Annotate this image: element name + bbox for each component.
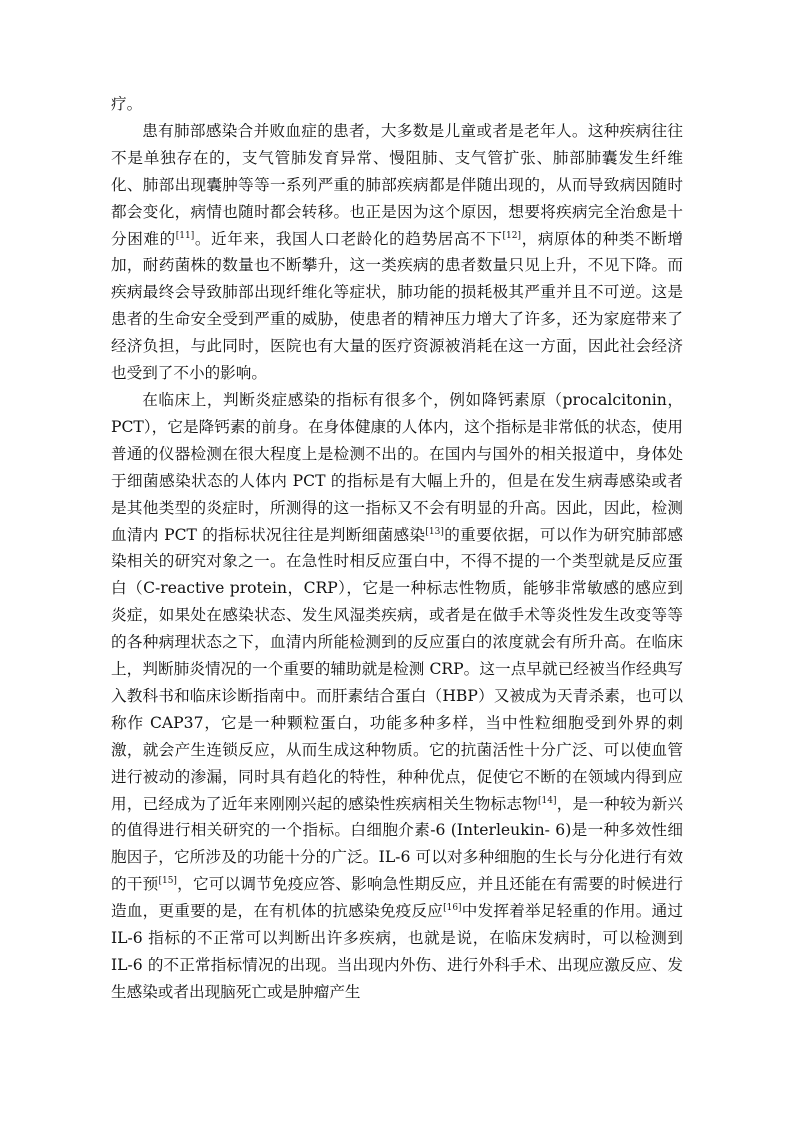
citation-reference: [12] xyxy=(502,230,522,241)
body-paragraph xyxy=(111,91,683,118)
document-body xyxy=(111,91,683,1006)
citation-reference: [15] xyxy=(158,876,177,887)
paragraph-text: 患有肺部感染合并败血症的患者，大多数是儿童或者是老年人。这种疾病往往不是单独存在的，支气管肺发育异常、慢阻肺、支气管扩张、肺部肺囊发生纤维化、肺部出现囊肿等等一系列严重的肺部疾病都是伴随出现的，从而导致病因随时都会变化，病情也随时都会转移。也正是因为这个原因，想要将疾病完全治愈是十分困难的 xyxy=(111,121,683,248)
citation-reference: [11] xyxy=(175,230,195,241)
body-paragraph xyxy=(111,118,683,387)
paragraph-text: 在临床上，判断炎症感染的指标有很多个，例如降钙素原（procalcitonin，PCT），它是降钙素的前身。在身体健康的人体内，这个指标是非常低的状态，使用普通的仪器检测在很大程度上是检测不出的。在国内与国外的相关报道中，身体处于细菌感染状态的人体内 PCT 的指标是有大幅上升的，但是在发生病毒感染或者是其他类型的炎症时，所测得的这一指标又不会有明显的升高。因此，因此，检测血清内 PCT 的指标状况往往是判断细菌感染 xyxy=(111,390,683,544)
paragraph-text: 疗。 xyxy=(111,95,143,113)
citation-reference: [14] xyxy=(537,795,557,806)
citation-reference: [16] xyxy=(443,903,462,913)
citation-reference: [13] xyxy=(425,526,444,537)
paragraph-text: 中发挥着举足轻重的作用。通过 IL-6 指标的不正常可以判断出许多疾病，也就是说，在临床发病时，可以检测到 IL-6 的不正常指标情况的出现。当出现内外伤、进行外科手术、出现应激反应、发生感染或者出现脑死亡或是肿瘤产生 xyxy=(111,902,683,1001)
paragraph-text: ，它可以调节免疫应答、影响急性期反应，并且还能在有需要的时候进行造血，更重要的是，在有机体的抗感染免疫反应 xyxy=(111,875,683,921)
paragraph-text: 的重要依据，可以作为研究肺部感染相关的研究对象之一。在急性时相反应蛋白中，不得不提的一个类型就是反应蛋白（C-reactive protein，CRP），它是一种标志性物质，能够非常敏感的感应到炎症，如果处在感染状态、发生风湿类疾病，或者是在做手术等炎性发生改变等等的各种病理状态之下，血清内所能检测到的反应蛋白的浓度就会有所升高。在临床上，判断肺炎情况的一个重要的辅助就是检测 CRP。这一点早就已经被当作经典写入教科书和临床诊断指南中。而肝素结合蛋白（HBP）又被成为天青杀素，也可以称作 CAP37，它是一种颗粒蛋白，功能多种多样，当中性粒细胞受到外界的刺激，就会产生连锁反应，从而生成这种物质。它的抗菌活性十分广泛、可以使血管进行被动的渗漏，同时具有趋化的特性，种种优点，促使它不断的在领域内得到应用，已经成为了近年来刚刚兴起的感染性疾病相关生物标志物 xyxy=(111,525,683,813)
paragraph-text: ，是一种较为新兴的值得进行相关研究的一个指标。白细胞介素-6 (Interleukin- 6)是一种多效性细胞因子，它所涉及的功能十分的广泛。IL-6 可以对多种细胞的生长与分化进行有效的干预 xyxy=(111,794,683,894)
paragraph-text: ，病原体的种类不断增加，耐药菌株的数量也不断攀升，这一类疾病的患者数量只见上升，不见下降。而疾病最终会导致肺部出现纤维化等症状，肺功能的损耗极其严重并且不可逆。这是患者的生命安全受到严重的威胁，使患者的精神压力增大了许多，还为家庭带来了经济负担，与此同时，医院也有大量的医疗资源被消耗在这一方面，因此社会经济也受到了不小的影响。 xyxy=(111,229,683,383)
document-page xyxy=(111,91,683,1006)
body-paragraph xyxy=(111,387,683,1006)
paragraph-text: 。近年来，我国人口老龄化的趋势居高不下 xyxy=(194,229,503,248)
